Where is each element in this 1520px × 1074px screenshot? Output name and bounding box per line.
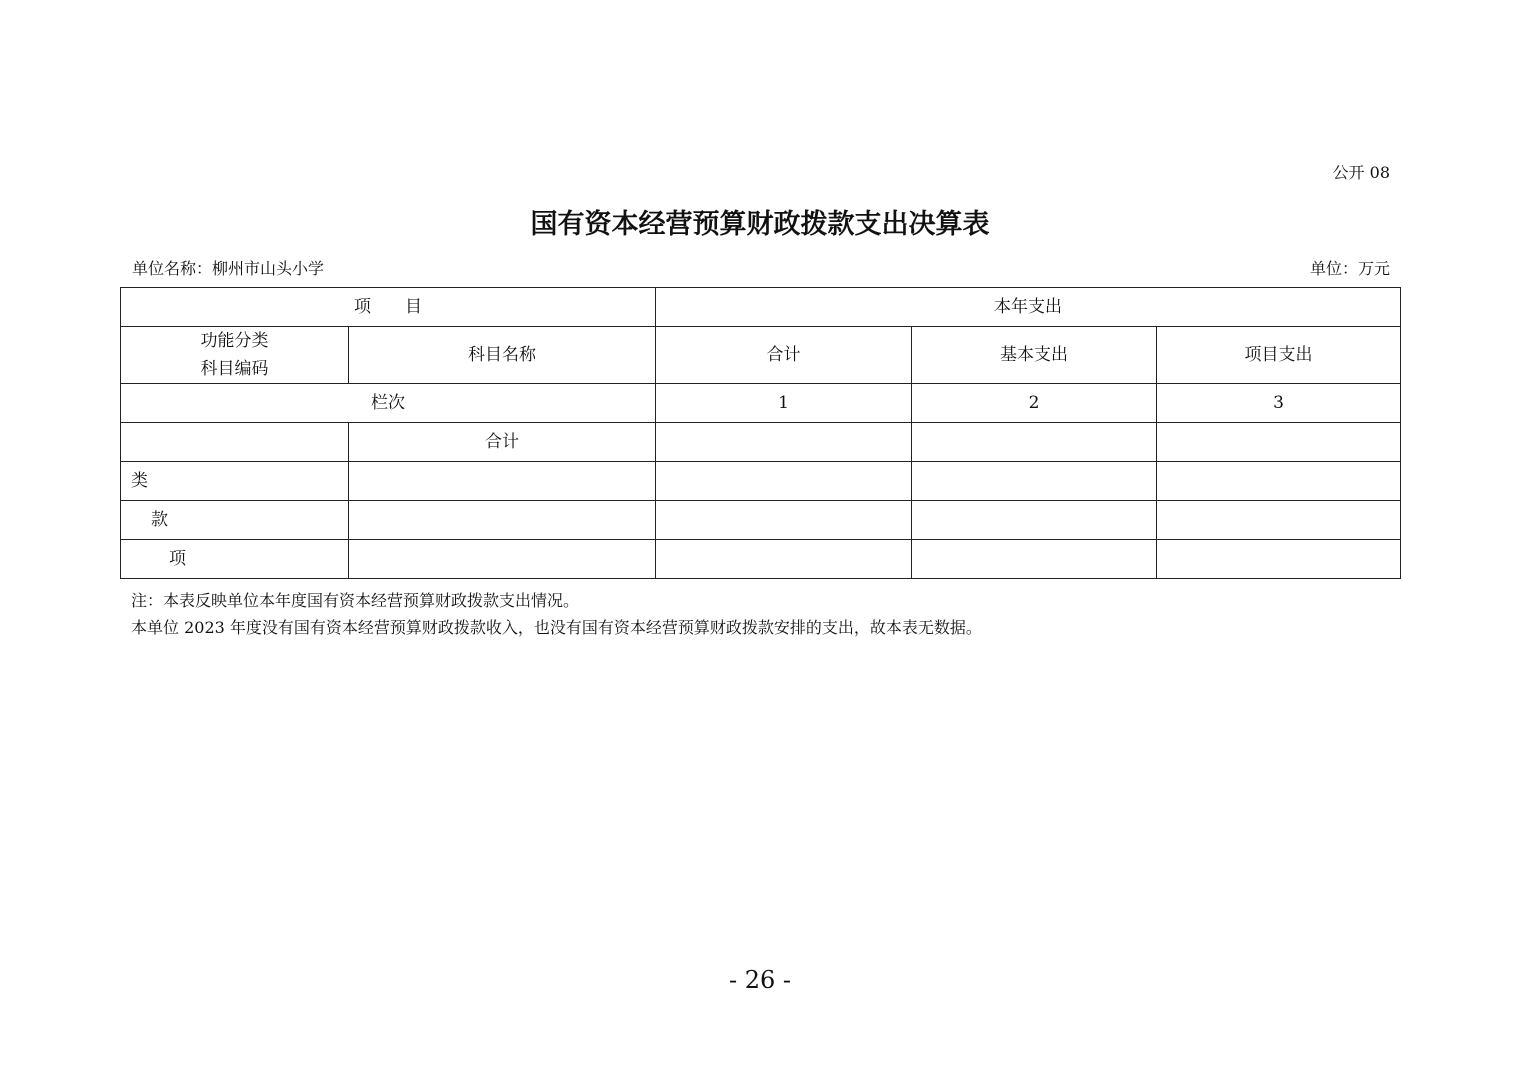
table-cell <box>912 540 1157 579</box>
table-cell <box>1157 501 1401 540</box>
column-number-3: 3 <box>1157 384 1401 423</box>
header-item: 项 目 <box>121 288 656 327</box>
table-cell <box>349 501 656 540</box>
note-line-2: 本单位 2023 年度没有国有资本经营预算财政拨款收入，也没有国有资本经营预算财政拨款安排的支出，故本表无数据。 <box>131 618 982 637</box>
header-basic: 基本支出 <box>912 327 1157 384</box>
table-row-lei <box>121 462 1401 501</box>
expenditure-table <box>120 287 1401 579</box>
column-number-row <box>121 384 1401 423</box>
table-cell <box>349 540 656 579</box>
column-number-2: 2 <box>912 384 1157 423</box>
header-project: 项目支出 <box>1157 327 1401 384</box>
table-cell <box>656 462 912 501</box>
header-subject-name: 科目名称 <box>349 327 656 384</box>
unit-name: 单位名称：柳州市山头小学 <box>132 259 325 278</box>
header-row-1 <box>121 288 1401 327</box>
unit-label: 单位：万元 <box>1309 259 1390 278</box>
header-total: 合计 <box>656 327 912 384</box>
table-cell <box>1157 540 1401 579</box>
column-number-label: 栏次 <box>121 384 656 423</box>
sum-label: 合计 <box>349 423 656 462</box>
header-year-expenditure: 本年支出 <box>656 288 1401 327</box>
column-number-1: 1 <box>656 384 912 423</box>
table-cell <box>656 501 912 540</box>
header-func-code <box>121 327 349 384</box>
table-cell <box>1157 462 1401 501</box>
table-cell <box>656 540 912 579</box>
note-line-1: 注：本表反映单位本年度国有资本经营预算财政拨款支出情况。 <box>131 591 580 610</box>
header-row-2 <box>121 327 1401 384</box>
row-label-kuan: 款 <box>121 501 349 540</box>
row-label-lei: 类 <box>121 462 349 501</box>
row-label-xiang: 项 <box>121 540 349 579</box>
table-row-total <box>121 423 1401 462</box>
table-row-xiang <box>121 540 1401 579</box>
table-cell <box>121 423 349 462</box>
page-number: - 26 - <box>728 966 791 994</box>
table-cell <box>912 501 1157 540</box>
table-cell <box>349 462 656 501</box>
func-code-line2: 科目编码 <box>200 359 269 379</box>
func-code-line1: 功能分类 <box>200 331 269 351</box>
table-cell <box>656 423 912 462</box>
table-cell <box>912 423 1157 462</box>
document-code: 公开 08 <box>1332 163 1390 182</box>
page-title: 国有资本经营预算财政拨款支出决算表 <box>530 209 990 240</box>
table-row-kuan <box>121 501 1401 540</box>
table-cell <box>1157 423 1401 462</box>
table-cell <box>912 462 1157 501</box>
